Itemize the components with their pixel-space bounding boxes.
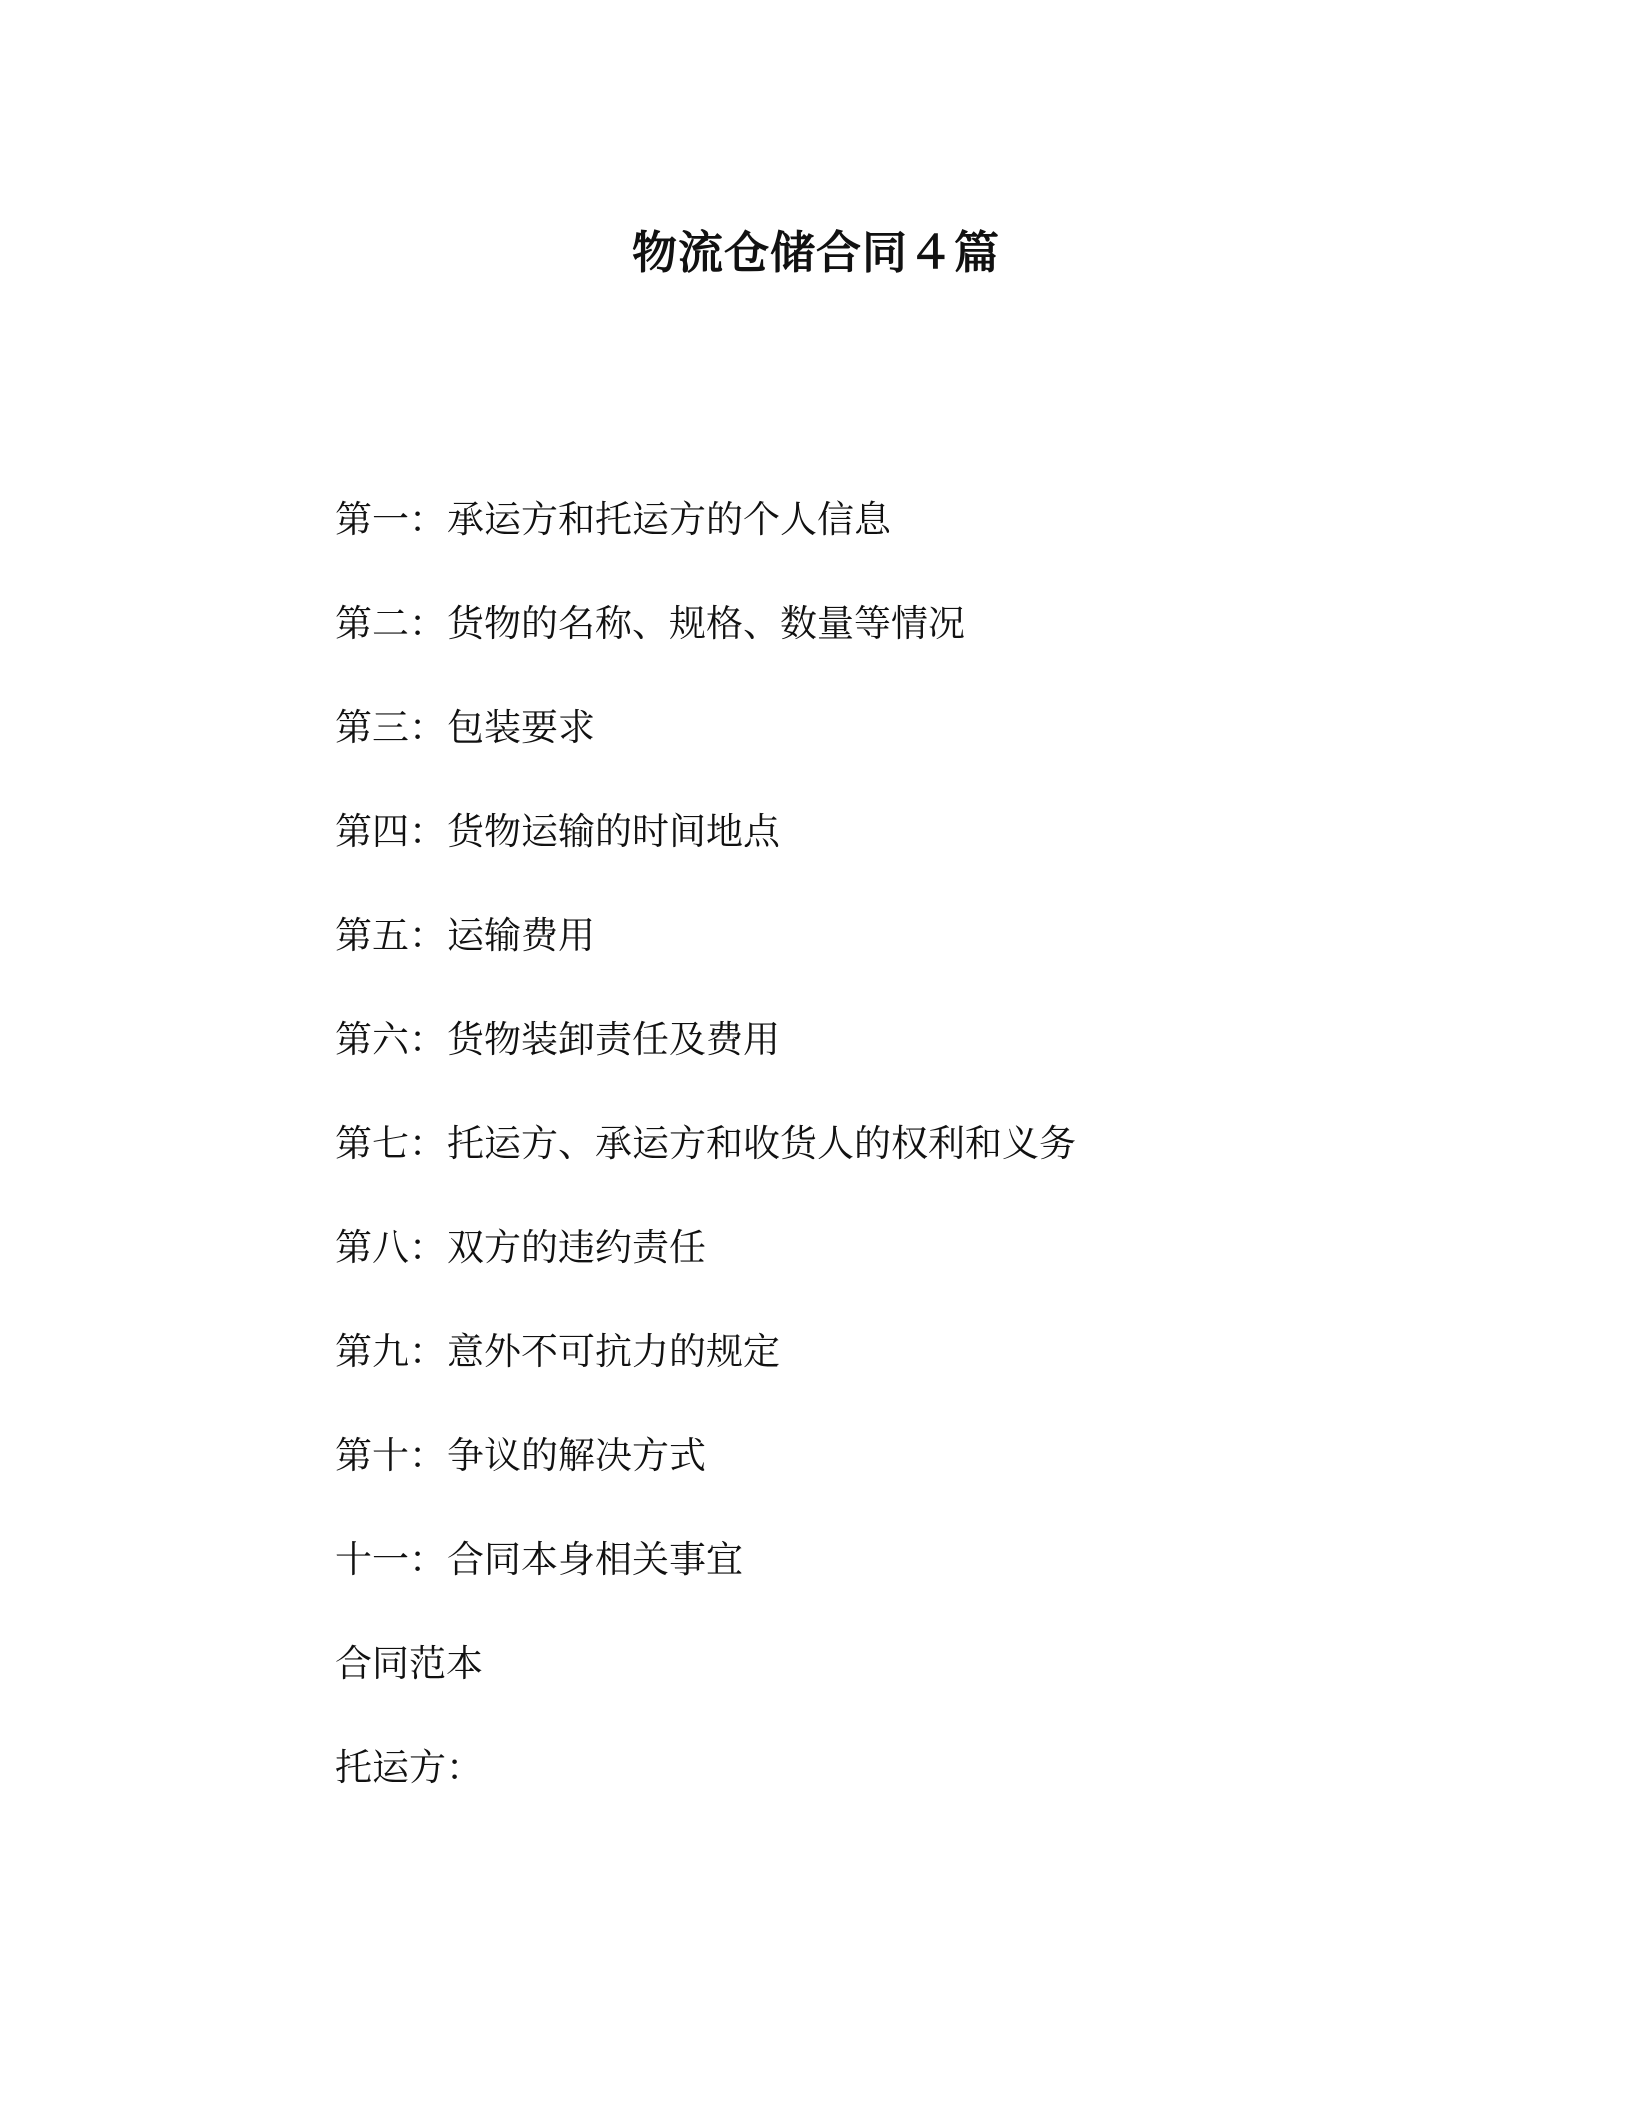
toc-item-number: 十一: [335, 1538, 409, 1581]
toc-item-text: 争议的解决方式: [447, 1434, 706, 1477]
toc-item: [335, 490, 1076, 594]
toc-item-number: 第四: [335, 810, 409, 853]
toc-item: [335, 1530, 1076, 1634]
toc-item-separator: ：: [409, 602, 446, 645]
toc-item-separator: ：: [409, 706, 446, 749]
toc-item-number: 第二: [335, 602, 409, 645]
toc-item-text: 双方的违约责任: [447, 1226, 706, 1269]
party-label: 托运方：: [335, 1746, 483, 1789]
section-heading: 合同范本: [335, 1642, 483, 1685]
toc-item-separator: ：: [409, 914, 446, 957]
toc-item-separator: ：: [409, 1538, 446, 1581]
toc-item-text: 货物运输的时间地点: [447, 810, 780, 853]
table-of-contents: [335, 490, 1076, 1842]
toc-item-text: 货物装卸责任及费用: [447, 1018, 780, 1061]
toc-item-text: 运输费用: [447, 914, 595, 957]
page-title: 物流仓储合同４篇: [631, 226, 1000, 279]
toc-item: [335, 1218, 1076, 1322]
toc-item: [335, 1322, 1076, 1426]
toc-item-separator: ：: [409, 810, 446, 853]
toc-item-text: 托运方、承运方和收货人的权利和义务: [447, 1122, 1076, 1165]
toc-item: [335, 1114, 1076, 1218]
toc-item: [335, 1010, 1076, 1114]
toc-item-number: 第八: [335, 1226, 409, 1269]
toc-item-separator: ：: [409, 1330, 446, 1373]
toc-item-text: 意外不可抗力的规定: [447, 1330, 780, 1373]
toc-item-text: 货物的名称、规格、数量等情况: [447, 602, 965, 645]
toc-item-number: 第十: [335, 1434, 409, 1477]
toc-item: [335, 906, 1076, 1010]
toc-item-number: 第一: [335, 498, 409, 541]
toc-item: [335, 698, 1076, 802]
toc-item-text: 合同本身相关事宜: [447, 1538, 743, 1581]
toc-item-number: 第六: [335, 1018, 409, 1061]
toc-item-number: 第三: [335, 706, 409, 749]
toc-item-separator: ：: [409, 498, 446, 541]
toc-item-separator: ：: [409, 1018, 446, 1061]
toc-item-number: 第七: [335, 1122, 409, 1165]
toc-item: [335, 802, 1076, 906]
toc-item-separator: ：: [409, 1226, 446, 1269]
toc-item: [335, 594, 1076, 698]
toc-item-separator: ：: [409, 1122, 446, 1165]
toc-item-number: 第五: [335, 914, 409, 957]
toc-item: [335, 1426, 1076, 1530]
toc-item-text: 承运方和托运方的个人信息: [447, 498, 891, 541]
toc-item-number: 第九: [335, 1330, 409, 1373]
toc-item-separator: ：: [409, 1434, 446, 1477]
toc-item-text: 包装要求: [447, 706, 595, 749]
